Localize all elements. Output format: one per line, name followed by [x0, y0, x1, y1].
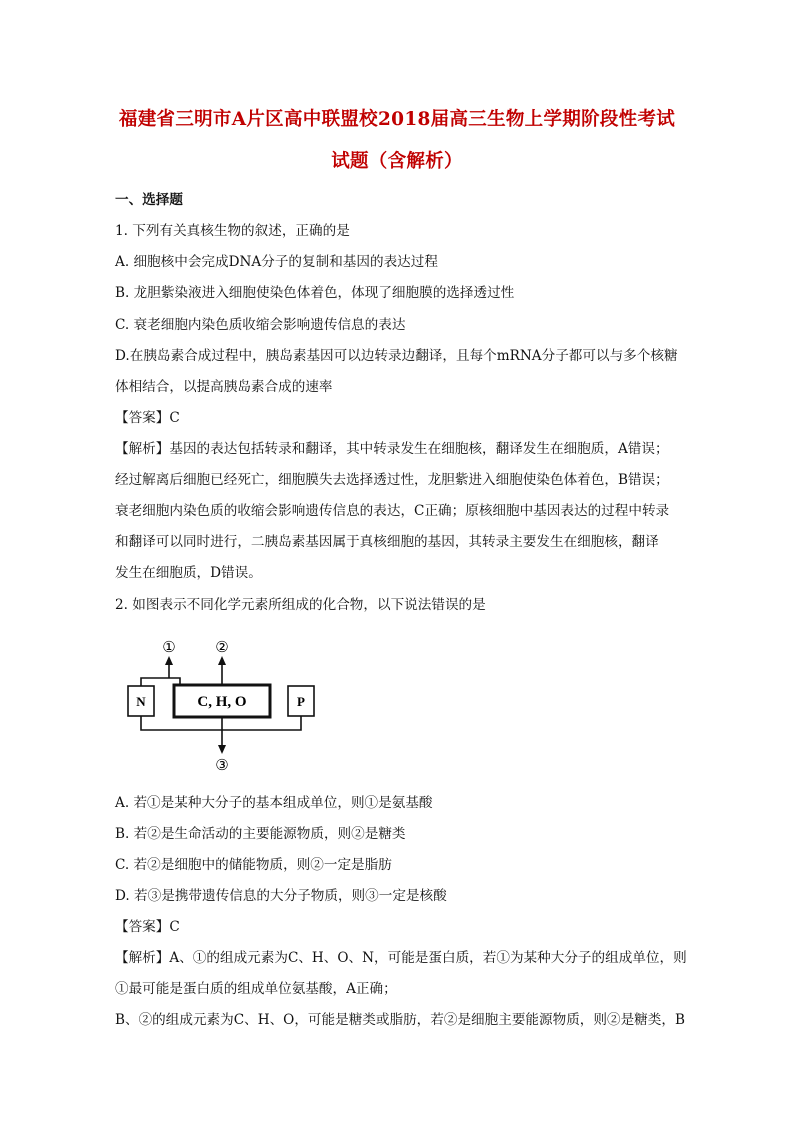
question-1-option-d-cont: 体相结合，以提高胰岛素合成的速率 — [115, 379, 333, 395]
question-2-analysis-line: ①最可能是蛋白质的组成单位氨基酸，A正确； — [115, 981, 397, 997]
question-1-option-a: A. 细胞核中会完成DNA分子的复制和基因的表达过程 — [115, 254, 438, 270]
question-2-analysis-line: B、②的组成元素为C、H、O，可能是糖类或脂肪，若②是细胞主要能源物质，则②是糖类，B — [115, 1012, 685, 1028]
question-1-option-d: D.在胰岛素合成过程中，胰岛素基因可以边转录边翻译，且每个mRNA分子都可以与多个核糖 — [115, 348, 678, 364]
label-3: ③ — [215, 756, 229, 773]
label-1: ① — [162, 638, 176, 656]
question-1-answer: 【答案】C — [115, 410, 180, 426]
label-2: ② — [215, 638, 229, 656]
cho-label: C, H, O — [197, 694, 247, 710]
question-1-analysis-line: 发生在细胞质，D错误。 — [115, 565, 262, 581]
document-title-line-1: 福建省三明市A片区高中联盟校2018届高三生物上学期阶段性考试 — [118, 109, 676, 130]
question-1-analysis-line: 衰老细胞内染色质的收缩会影响遗传信息的表达，C正确；原核细胞中基因表达的过程中转录 — [115, 503, 670, 519]
arrow-3-head — [218, 745, 226, 754]
section-heading: 一、选择题 — [115, 192, 183, 208]
question-2-option-c: C. 若②是细胞中的储能物质，则②一定是脂肪 — [115, 857, 392, 873]
question-2-analysis-line: 【解析】A、①的组成元素为C、H、O、N，可能是蛋白质，若①为某种大分子的组成单位，则 — [115, 950, 687, 966]
n-label: N — [136, 694, 146, 709]
question-2-option-b: B. 若②是生命活动的主要能源物质，则②是糖类 — [115, 826, 406, 842]
question-1-option-c: C. 衰老细胞内染色质收缩会影响遗传信息的表达 — [115, 317, 406, 333]
arrow-2-head — [218, 656, 226, 665]
question-2-option-a: A. 若①是某种大分子的基本组成单位，则①是氨基酸 — [115, 795, 433, 811]
element-compound-diagram — [118, 638, 328, 773]
document-title-line-2: 试题（含解析） — [331, 151, 463, 172]
p-label: P — [297, 694, 305, 709]
question-2-option-d: D. 若③是携带遗传信息的大分子物质，则③一定是核酸 — [115, 888, 447, 904]
arrow-1-head — [165, 656, 173, 665]
question-2-answer: 【答案】C — [115, 919, 180, 935]
question-1-stem: 1. 下列有关真核生物的叙述，正确的是 — [115, 223, 350, 239]
question-1-analysis-line: 和翻译可以同时进行，二胰岛素基因属于真核细胞的基因，其转录主要发生在细胞核，翻译 — [115, 534, 659, 550]
question-1-option-b: B. 龙胆紫染液进入细胞使染色体着色，体现了细胞膜的选择透过性 — [115, 285, 515, 301]
question-1-analysis-line: 【解析】基因的表达包括转录和翻译，其中转录发生在细胞核，翻译发生在细胞质，A错误； — [115, 441, 669, 457]
question-2-stem: 2. 如图表示不同化学元素所组成的化合物，以下说法错误的是 — [115, 597, 486, 613]
question-1-analysis-line: 经过解离后细胞已经死亡，细胞膜失去选择透过性，龙胆紫进入细胞使染色体着色，B错误； — [115, 472, 669, 488]
